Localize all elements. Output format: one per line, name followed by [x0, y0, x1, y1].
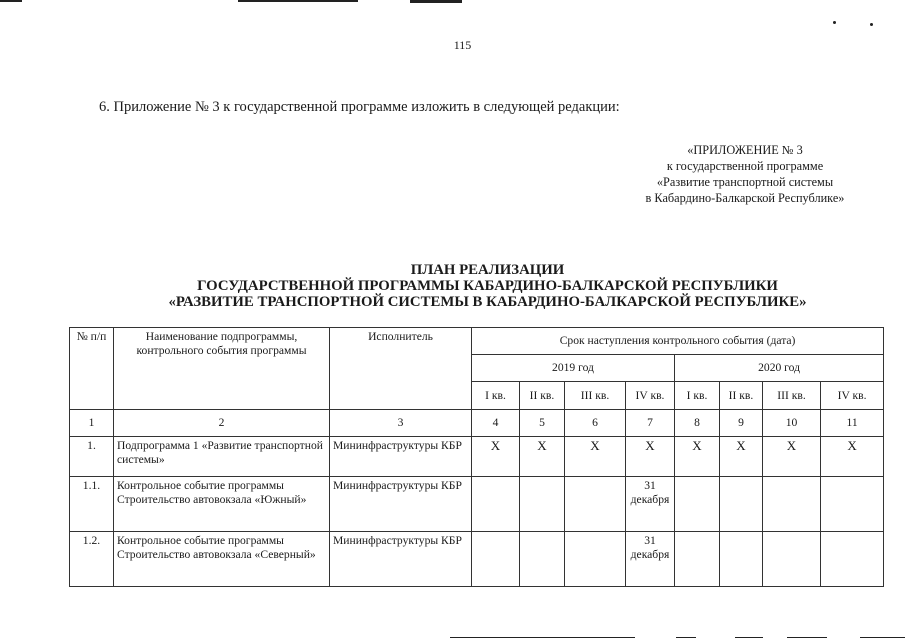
column-number: 2 [114, 410, 330, 437]
page-number: 115 [453, 38, 472, 52]
title-line: ГОСУДАРСТВЕННОЙ ПРОГРАММЫ КАБАРДИНО-БАЛКАРСКОЙ РЕСПУБЛИКИ [197, 278, 778, 294]
row-quarter-value [565, 477, 626, 532]
appendix-line: к государственной программе [666, 159, 824, 173]
appendix-line: в Кабардино-Балкарской Республике» [645, 191, 845, 205]
row-quarter-value [763, 532, 821, 587]
row-quarter-value [763, 477, 821, 532]
row-num: 1. [70, 437, 114, 477]
header-year-2019: 2019 год [472, 355, 675, 382]
scan-mark [870, 23, 873, 26]
row-quarter-value [472, 532, 520, 587]
table-row [70, 437, 884, 477]
appendix-caption [600, 142, 890, 206]
header-executor: Исполнитель [330, 328, 472, 410]
row-quarter-value [821, 532, 884, 587]
column-number-row [70, 410, 884, 437]
header-year-2020: 2020 год [675, 355, 884, 382]
column-number: 7 [626, 410, 675, 437]
header-quarter: III кв. [565, 382, 626, 410]
table-row [70, 532, 884, 587]
row-quarter-value [720, 532, 763, 587]
column-number: 10 [763, 410, 821, 437]
scan-mark [833, 21, 836, 24]
row-quarter-value: X [821, 437, 884, 477]
row-quarter-value: X [675, 437, 720, 477]
header-quarter: I кв. [472, 382, 520, 410]
column-number: 4 [472, 410, 520, 437]
column-number: 11 [821, 410, 884, 437]
header-name: Наименование подпрограммы, контрольного события программы [114, 328, 330, 410]
header-quarter: IV кв. [626, 382, 675, 410]
scan-mark [238, 0, 358, 2]
row-quarter-value: X [520, 437, 565, 477]
row-name: Контрольное событие программы Строительство автовокзала «Южный» [114, 477, 330, 532]
scan-mark [676, 637, 696, 638]
row-quarter-value [520, 477, 565, 532]
column-number: 3 [330, 410, 472, 437]
row-quarter-value [720, 477, 763, 532]
title-line: ПЛАН РЕАЛИЗАЦИИ [410, 262, 565, 278]
table-row [70, 477, 884, 532]
scan-mark [450, 637, 635, 638]
column-number: 9 [720, 410, 763, 437]
scan-mark [735, 637, 763, 638]
column-number: 8 [675, 410, 720, 437]
row-executor: Мининфраструктуры КБР [330, 532, 472, 587]
intro-text: 6. Приложение № 3 к государственной программе изложить в следующей редакции: [99, 99, 620, 115]
row-quarter-value [472, 477, 520, 532]
column-number: 6 [565, 410, 626, 437]
row-quarter-value [821, 477, 884, 532]
header-num: № п/п [70, 328, 114, 410]
row-quarter-value [520, 532, 565, 587]
row-quarter-value: X [720, 437, 763, 477]
scan-mark [410, 0, 462, 3]
row-quarter-value [675, 477, 720, 532]
row-executor: Мининфраструктуры КБР [330, 477, 472, 532]
header-quarter: II кв. [720, 382, 763, 410]
row-name: Подпрограмма 1 «Развитие транспортной системы» [114, 437, 330, 477]
header-quarter: II кв. [520, 382, 565, 410]
header-quarter: IV кв. [821, 382, 884, 410]
column-number: 1 [70, 410, 114, 437]
row-quarter-value: X [472, 437, 520, 477]
row-name: Контрольное событие программы Строительство автовокзала «Северный» [114, 532, 330, 587]
appendix-line: «ПРИЛОЖЕНИЕ № 3 [687, 143, 803, 157]
header-quarter: I кв. [675, 382, 720, 410]
row-quarter-value: 31 декабря [626, 477, 675, 532]
row-quarter-value [675, 532, 720, 587]
row-quarter-value: 31 декабря [626, 532, 675, 587]
row-executor: Мининфраструктуры КБР [330, 437, 472, 477]
row-quarter-value: X [626, 437, 675, 477]
title-line: «РАЗВИТИЕ ТРАНСПОРТНОЙ СИСТЕМЫ В КАБАРДИНО-БАЛКАРСКОЙ РЕСПУБЛИКЕ» [168, 294, 807, 310]
appendix-line: «Развитие транспортной системы [656, 175, 834, 189]
scan-mark [860, 637, 905, 638]
header-deadline: Срок наступления контрольного события (дата) [472, 328, 884, 355]
row-num: 1.2. [70, 532, 114, 587]
row-quarter-value [565, 532, 626, 587]
plan-table [69, 327, 884, 587]
row-num: 1.1. [70, 477, 114, 532]
row-quarter-value: X [763, 437, 821, 477]
document-title [0, 262, 905, 310]
column-number: 5 [520, 410, 565, 437]
row-quarter-value: X [565, 437, 626, 477]
scan-mark [0, 0, 22, 2]
header-quarter: III кв. [763, 382, 821, 410]
scan-mark [787, 637, 827, 638]
